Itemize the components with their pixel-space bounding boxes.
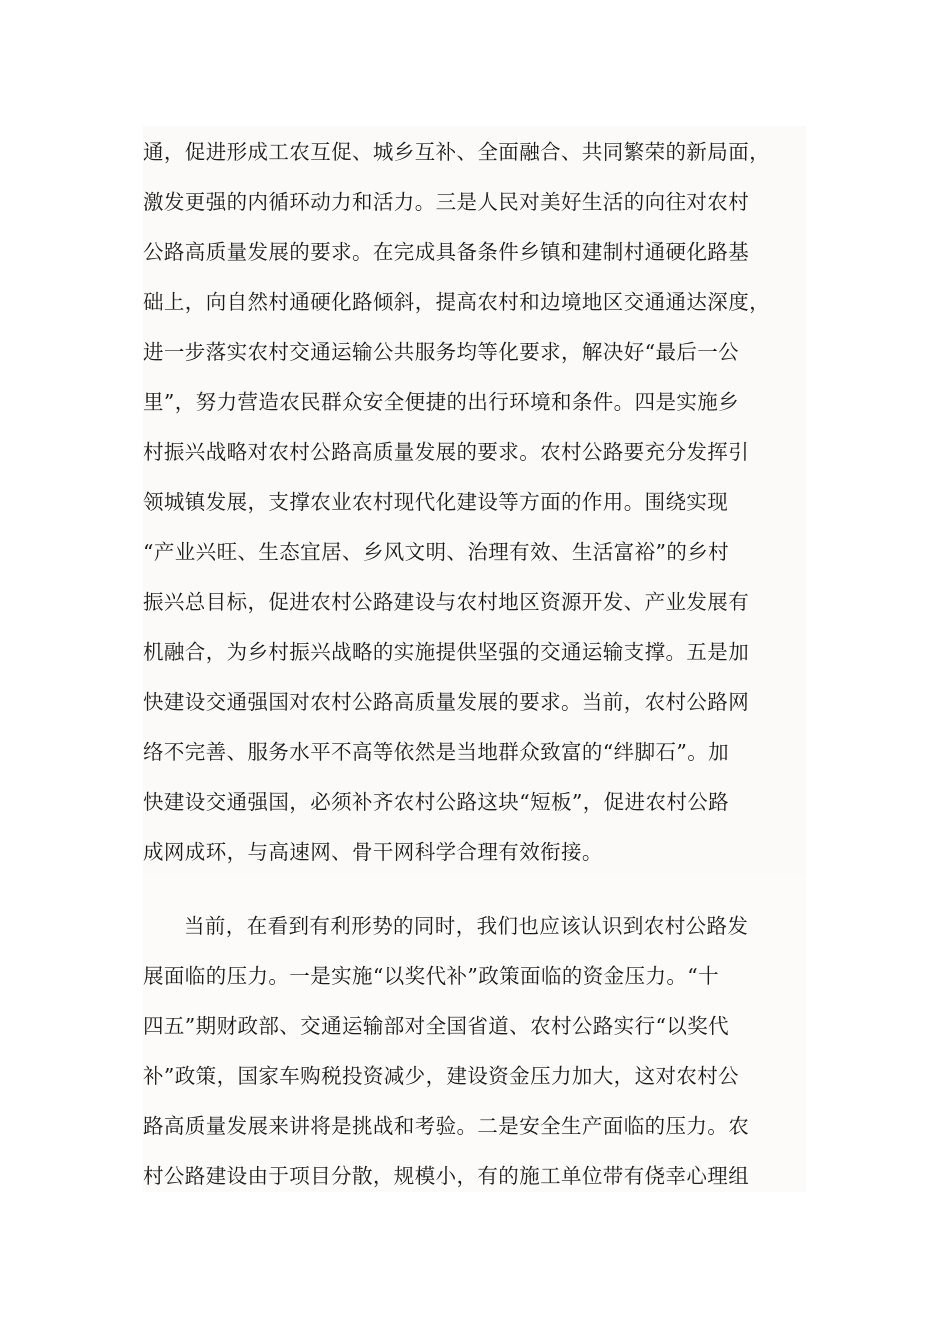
text-line: 展面临的压力。一是实施“以奖代补”政策面临的资金压力。“十 bbox=[143, 964, 720, 988]
text-line: 机融合，为乡村振兴战略的实施提供坚强的交通运输支撑。五是加 bbox=[143, 640, 750, 664]
text-line: 快建设交通强国对农村公路高质量发展的要求。当前，农村公路网 bbox=[143, 690, 750, 714]
text-line: 路高质量发展来讲将是挑战和考验。二是安全生产面临的压力。农 bbox=[143, 1114, 750, 1138]
text-line: 成网成环，与高速网、骨干网科学合理有效衔接。 bbox=[143, 840, 603, 864]
text-line: 村公路建设由于项目分散，规模小，有的施工单位带有侥幸心理组 bbox=[143, 1164, 750, 1188]
text-line: 础上，向自然村通硬化路倾斜，提高农村和边境地区交通通达深度， bbox=[143, 290, 770, 314]
text-line: 公路高质量发展的要求。在完成具备条件乡镇和建制村通硬化路基 bbox=[143, 240, 750, 264]
text-line: 通，促进形成工农互促、城乡互补、全面融合、共同繁荣的新局面， bbox=[143, 140, 770, 164]
text-line: 四五”期财政部、交通运输部对全国省道、农村公路实行“以奖代 bbox=[143, 1014, 730, 1038]
text-line: 络不完善、服务水平不高等依然是当地群众致富的“绊脚石”。加 bbox=[143, 740, 730, 764]
text-line: “产业兴旺、生态宜居、乡风文明、治理有效、生活富裕”的乡村 bbox=[143, 540, 730, 564]
text-line: 村振兴战略对农村公路高质量发展的要求。农村公路要充分发挥引 bbox=[143, 440, 750, 464]
text-line: 激发更强的内循环动力和活力。三是人民对美好生活的向往对农村 bbox=[143, 190, 750, 214]
text-line: 进一步落实农村交通运输公共服务均等化要求，解决好“最后一公 bbox=[143, 340, 740, 364]
paragraph-first-line: 当前，在看到有利形势的同时，我们也应该认识到农村公路发 bbox=[184, 914, 749, 938]
text-line: 快建设交通强国，必须补齐农村公路这块“短板”，促进农村公路 bbox=[143, 790, 730, 814]
text-line: 振兴总目标，促进农村公路建设与农村地区资源开发、产业发展有 bbox=[143, 590, 750, 614]
text-line: 补”政策，国家车购税投资减少，建设资金压力加大，这对农村公 bbox=[143, 1064, 740, 1088]
text-line: 领城镇发展，支撑农业农村现代化建设等方面的作用。围绕实现 bbox=[143, 490, 729, 514]
text-line: 里”，努力营造农民群众安全便捷的出行环境和条件。四是实施乡 bbox=[143, 390, 740, 414]
